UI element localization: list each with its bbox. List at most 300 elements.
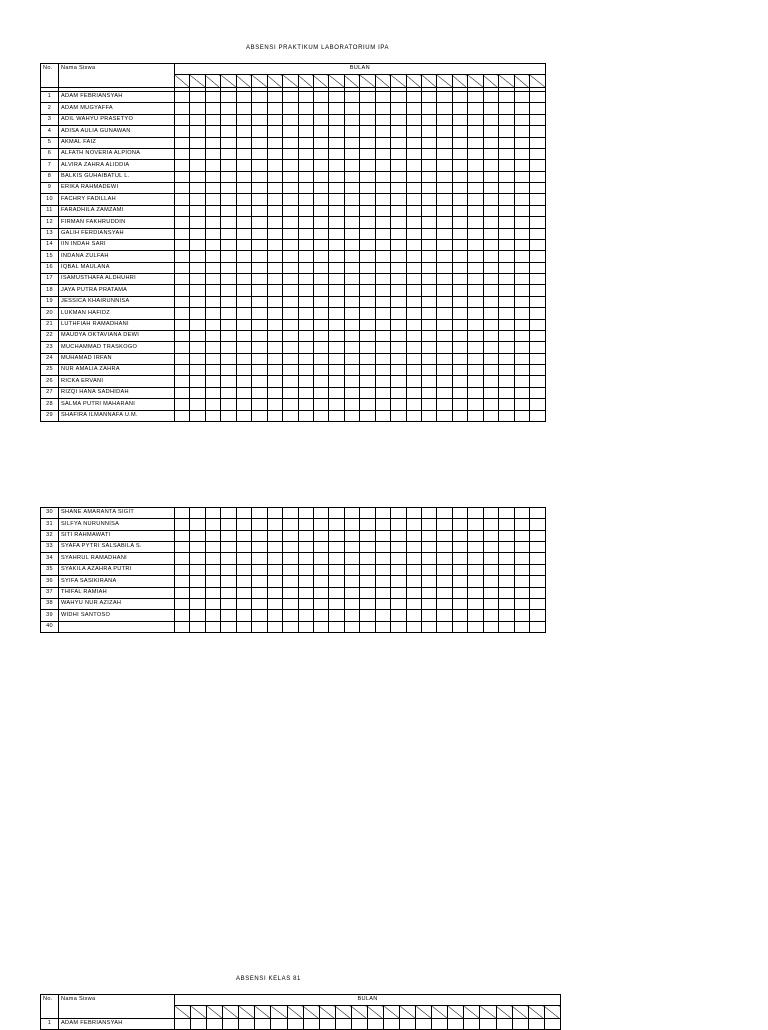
attendance-cell[interactable]: [360, 171, 375, 182]
attendance-cell[interactable]: [499, 137, 514, 148]
attendance-cell[interactable]: [267, 621, 282, 632]
attendance-cell[interactable]: [530, 387, 546, 398]
attendance-cell[interactable]: [391, 598, 406, 609]
attendance-cell[interactable]: [175, 610, 190, 621]
attendance-cell[interactable]: [298, 587, 313, 598]
attendance-cell[interactable]: [344, 194, 359, 205]
attendance-cell[interactable]: [483, 399, 498, 410]
attendance-cell[interactable]: [391, 530, 406, 541]
attendance-cell[interactable]: [375, 508, 390, 519]
attendance-cell[interactable]: [175, 319, 190, 330]
attendance-cell[interactable]: [313, 353, 328, 364]
attendance-cell[interactable]: [267, 519, 282, 530]
attendance-cell[interactable]: [344, 217, 359, 228]
attendance-cell[interactable]: [422, 610, 437, 621]
attendance-cell[interactable]: [344, 274, 359, 285]
attendance-cell[interactable]: [391, 387, 406, 398]
attendance-cell[interactable]: [313, 160, 328, 171]
attendance-cell[interactable]: [514, 342, 529, 353]
attendance-cell[interactable]: [468, 410, 483, 421]
attendance-cell[interactable]: [283, 308, 298, 319]
attendance-cell[interactable]: [360, 239, 375, 250]
attendance-cell[interactable]: [468, 285, 483, 296]
attendance-cell[interactable]: [406, 330, 421, 341]
attendance-cell[interactable]: [313, 508, 328, 519]
attendance-cell[interactable]: [344, 171, 359, 182]
attendance-cell[interactable]: [468, 160, 483, 171]
attendance-cell[interactable]: [483, 160, 498, 171]
attendance-cell[interactable]: [514, 217, 529, 228]
attendance-cell[interactable]: [360, 103, 375, 114]
attendance-cell[interactable]: [236, 183, 251, 194]
attendance-cell[interactable]: [283, 610, 298, 621]
attendance-cell[interactable]: [468, 621, 483, 632]
attendance-cell[interactable]: [190, 308, 205, 319]
attendance-cell[interactable]: [175, 137, 190, 148]
attendance-cell[interactable]: [422, 228, 437, 239]
attendance-cell[interactable]: [205, 621, 220, 632]
attendance-cell[interactable]: [437, 587, 452, 598]
attendance-cell[interactable]: [267, 148, 282, 159]
attendance-cell[interactable]: [514, 171, 529, 182]
attendance-cell[interactable]: [191, 1019, 207, 1030]
attendance-cell[interactable]: [344, 542, 359, 553]
attendance-cell[interactable]: [175, 387, 190, 398]
attendance-cell[interactable]: [236, 126, 251, 137]
attendance-cell[interactable]: [283, 296, 298, 307]
attendance-cell[interactable]: [205, 508, 220, 519]
attendance-cell[interactable]: [437, 564, 452, 575]
attendance-cell[interactable]: [375, 542, 390, 553]
attendance-cell[interactable]: [514, 319, 529, 330]
attendance-cell[interactable]: [267, 564, 282, 575]
attendance-cell[interactable]: [236, 621, 251, 632]
attendance-cell[interactable]: [205, 399, 220, 410]
attendance-cell[interactable]: [514, 274, 529, 285]
date-slot[interactable]: [367, 1006, 383, 1019]
attendance-cell[interactable]: [175, 148, 190, 159]
date-slot[interactable]: [375, 75, 390, 88]
date-slot[interactable]: [283, 75, 298, 88]
attendance-cell[interactable]: [190, 508, 205, 519]
attendance-cell[interactable]: [298, 399, 313, 410]
attendance-cell[interactable]: [468, 92, 483, 103]
attendance-cell[interactable]: [298, 508, 313, 519]
attendance-cell[interactable]: [375, 576, 390, 587]
attendance-cell[interactable]: [375, 160, 390, 171]
attendance-cell[interactable]: [205, 410, 220, 421]
attendance-cell[interactable]: [514, 598, 529, 609]
attendance-cell[interactable]: [190, 564, 205, 575]
attendance-cell[interactable]: [391, 319, 406, 330]
attendance-cell[interactable]: [329, 114, 344, 125]
attendance-cell[interactable]: [360, 148, 375, 159]
attendance-cell[interactable]: [267, 330, 282, 341]
attendance-cell[interactable]: [255, 1019, 271, 1030]
attendance-cell[interactable]: [205, 587, 220, 598]
attendance-cell[interactable]: [499, 410, 514, 421]
attendance-cell[interactable]: [175, 621, 190, 632]
attendance-cell[interactable]: [205, 103, 220, 114]
attendance-cell[interactable]: [298, 308, 313, 319]
attendance-cell[interactable]: [298, 330, 313, 341]
attendance-cell[interactable]: [499, 319, 514, 330]
attendance-cell[interactable]: [544, 1019, 560, 1030]
attendance-cell[interactable]: [221, 410, 236, 421]
date-slot[interactable]: [464, 1006, 480, 1019]
attendance-cell[interactable]: [329, 160, 344, 171]
attendance-cell[interactable]: [298, 262, 313, 273]
attendance-cell[interactable]: [329, 217, 344, 228]
attendance-cell[interactable]: [267, 598, 282, 609]
attendance-cell[interactable]: [528, 1019, 544, 1030]
date-slot[interactable]: [205, 75, 220, 88]
attendance-cell[interactable]: [468, 308, 483, 319]
attendance-cell[interactable]: [437, 330, 452, 341]
attendance-cell[interactable]: [452, 342, 467, 353]
attendance-cell[interactable]: [190, 103, 205, 114]
date-slot[interactable]: [329, 75, 344, 88]
attendance-cell[interactable]: [391, 621, 406, 632]
attendance-cell[interactable]: [221, 160, 236, 171]
date-slot[interactable]: [499, 75, 514, 88]
attendance-cell[interactable]: [298, 217, 313, 228]
attendance-cell[interactable]: [252, 137, 267, 148]
attendance-cell[interactable]: [468, 205, 483, 216]
attendance-cell[interactable]: [437, 553, 452, 564]
attendance-cell[interactable]: [190, 410, 205, 421]
attendance-cell[interactable]: [175, 228, 190, 239]
attendance-cell[interactable]: [452, 308, 467, 319]
attendance-cell[interactable]: [175, 126, 190, 137]
attendance-cell[interactable]: [468, 365, 483, 376]
attendance-cell[interactable]: [221, 576, 236, 587]
attendance-cell[interactable]: [437, 148, 452, 159]
attendance-cell[interactable]: [375, 342, 390, 353]
attendance-cell[interactable]: [221, 387, 236, 398]
attendance-cell[interactable]: [190, 217, 205, 228]
attendance-cell[interactable]: [406, 239, 421, 250]
attendance-cell[interactable]: [236, 228, 251, 239]
attendance-cell[interactable]: [530, 308, 546, 319]
attendance-cell[interactable]: [483, 103, 498, 114]
attendance-cell[interactable]: [530, 126, 546, 137]
attendance-cell[interactable]: [468, 530, 483, 541]
attendance-cell[interactable]: [344, 285, 359, 296]
attendance-cell[interactable]: [375, 114, 390, 125]
attendance-cell[interactable]: [375, 376, 390, 387]
attendance-cell[interactable]: [252, 228, 267, 239]
attendance-cell[interactable]: [499, 126, 514, 137]
attendance-cell[interactable]: [375, 103, 390, 114]
attendance-cell[interactable]: [375, 92, 390, 103]
attendance-cell[interactable]: [252, 103, 267, 114]
attendance-cell[interactable]: [190, 92, 205, 103]
attendance-cell[interactable]: [422, 353, 437, 364]
attendance-cell[interactable]: [267, 587, 282, 598]
attendance-cell[interactable]: [329, 148, 344, 159]
attendance-cell[interactable]: [267, 194, 282, 205]
attendance-cell[interactable]: [360, 410, 375, 421]
attendance-cell[interactable]: [437, 542, 452, 553]
attendance-cell[interactable]: [530, 376, 546, 387]
attendance-cell[interactable]: [391, 148, 406, 159]
attendance-cell[interactable]: [468, 519, 483, 530]
attendance-cell[interactable]: [236, 319, 251, 330]
attendance-cell[interactable]: [283, 553, 298, 564]
attendance-cell[interactable]: [375, 148, 390, 159]
attendance-cell[interactable]: [298, 103, 313, 114]
attendance-cell[interactable]: [175, 399, 190, 410]
attendance-cell[interactable]: [283, 564, 298, 575]
attendance-cell[interactable]: [483, 621, 498, 632]
attendance-cell[interactable]: [406, 296, 421, 307]
attendance-cell[interactable]: [391, 410, 406, 421]
attendance-cell[interactable]: [530, 330, 546, 341]
attendance-cell[interactable]: [190, 137, 205, 148]
attendance-cell[interactable]: [190, 274, 205, 285]
attendance-cell[interactable]: [406, 376, 421, 387]
attendance-cell[interactable]: [344, 239, 359, 250]
attendance-cell[interactable]: [514, 285, 529, 296]
attendance-cell[interactable]: [175, 103, 190, 114]
attendance-cell[interactable]: [344, 183, 359, 194]
attendance-cell[interactable]: [205, 365, 220, 376]
attendance-cell[interactable]: [190, 365, 205, 376]
attendance-cell[interactable]: [452, 148, 467, 159]
attendance-cell[interactable]: [360, 399, 375, 410]
attendance-cell[interactable]: [221, 508, 236, 519]
attendance-cell[interactable]: [267, 365, 282, 376]
attendance-cell[interactable]: [499, 160, 514, 171]
date-slot[interactable]: [480, 1006, 496, 1019]
attendance-cell[interactable]: [514, 387, 529, 398]
attendance-cell[interactable]: [422, 387, 437, 398]
attendance-cell[interactable]: [499, 330, 514, 341]
attendance-cell[interactable]: [483, 308, 498, 319]
attendance-cell[interactable]: [499, 239, 514, 250]
attendance-cell[interactable]: [205, 530, 220, 541]
attendance-cell[interactable]: [267, 274, 282, 285]
attendance-cell[interactable]: [514, 553, 529, 564]
attendance-cell[interactable]: [530, 228, 546, 239]
attendance-cell[interactable]: [313, 285, 328, 296]
attendance-cell[interactable]: [313, 387, 328, 398]
attendance-cell[interactable]: [236, 137, 251, 148]
attendance-cell[interactable]: [483, 365, 498, 376]
attendance-cell[interactable]: [298, 274, 313, 285]
attendance-cell[interactable]: [406, 598, 421, 609]
attendance-cell[interactable]: [221, 194, 236, 205]
attendance-cell[interactable]: [375, 564, 390, 575]
attendance-cell[interactable]: [239, 1019, 255, 1030]
attendance-cell[interactable]: [499, 621, 514, 632]
attendance-cell[interactable]: [452, 365, 467, 376]
attendance-cell[interactable]: [298, 171, 313, 182]
attendance-cell[interactable]: [175, 330, 190, 341]
attendance-cell[interactable]: [452, 239, 467, 250]
date-slot[interactable]: [271, 1006, 287, 1019]
attendance-cell[interactable]: [252, 239, 267, 250]
attendance-cell[interactable]: [422, 183, 437, 194]
attendance-cell[interactable]: [205, 376, 220, 387]
attendance-cell[interactable]: [468, 194, 483, 205]
attendance-cell[interactable]: [313, 126, 328, 137]
attendance-cell[interactable]: [252, 308, 267, 319]
attendance-cell[interactable]: [190, 353, 205, 364]
attendance-cell[interactable]: [452, 114, 467, 125]
attendance-cell[interactable]: [360, 137, 375, 148]
attendance-cell[interactable]: [221, 376, 236, 387]
attendance-cell[interactable]: [271, 1019, 287, 1030]
attendance-cell[interactable]: [205, 342, 220, 353]
attendance-cell[interactable]: [391, 137, 406, 148]
attendance-cell[interactable]: [437, 353, 452, 364]
attendance-cell[interactable]: [452, 251, 467, 262]
attendance-cell[interactable]: [298, 610, 313, 621]
attendance-cell[interactable]: [360, 274, 375, 285]
attendance-cell[interactable]: [252, 251, 267, 262]
attendance-cell[interactable]: [360, 530, 375, 541]
attendance-cell[interactable]: [205, 239, 220, 250]
attendance-cell[interactable]: [530, 171, 546, 182]
attendance-cell[interactable]: [448, 1019, 464, 1030]
attendance-cell[interactable]: [283, 160, 298, 171]
attendance-cell[interactable]: [483, 274, 498, 285]
attendance-cell[interactable]: [236, 114, 251, 125]
attendance-cell[interactable]: [267, 530, 282, 541]
date-slot[interactable]: [175, 75, 190, 88]
attendance-cell[interactable]: [298, 576, 313, 587]
date-slot[interactable]: [303, 1006, 319, 1019]
date-slot[interactable]: [190, 75, 205, 88]
attendance-cell[interactable]: [175, 410, 190, 421]
attendance-cell[interactable]: [175, 376, 190, 387]
attendance-cell[interactable]: [329, 610, 344, 621]
attendance-cell[interactable]: [313, 610, 328, 621]
attendance-cell[interactable]: [221, 262, 236, 273]
attendance-cell[interactable]: [205, 353, 220, 364]
attendance-cell[interactable]: [298, 564, 313, 575]
attendance-cell[interactable]: [236, 508, 251, 519]
attendance-cell[interactable]: [252, 183, 267, 194]
attendance-cell[interactable]: [329, 319, 344, 330]
attendance-cell[interactable]: [499, 148, 514, 159]
attendance-cell[interactable]: [283, 519, 298, 530]
attendance-cell[interactable]: [437, 251, 452, 262]
attendance-cell[interactable]: [283, 387, 298, 398]
attendance-cell[interactable]: [329, 228, 344, 239]
attendance-cell[interactable]: [452, 542, 467, 553]
attendance-cell[interactable]: [236, 365, 251, 376]
attendance-cell[interactable]: [190, 126, 205, 137]
attendance-cell[interactable]: [483, 410, 498, 421]
attendance-cell[interactable]: [205, 319, 220, 330]
attendance-cell[interactable]: [205, 262, 220, 273]
attendance-cell[interactable]: [313, 598, 328, 609]
attendance-cell[interactable]: [329, 126, 344, 137]
attendance-cell[interactable]: [252, 319, 267, 330]
attendance-cell[interactable]: [406, 114, 421, 125]
attendance-cell[interactable]: [437, 274, 452, 285]
attendance-cell[interactable]: [252, 285, 267, 296]
attendance-cell[interactable]: [483, 576, 498, 587]
attendance-cell[interactable]: [360, 296, 375, 307]
attendance-cell[interactable]: [391, 399, 406, 410]
date-slot[interactable]: [422, 75, 437, 88]
attendance-cell[interactable]: [221, 621, 236, 632]
attendance-cell[interactable]: [360, 553, 375, 564]
attendance-cell[interactable]: [252, 194, 267, 205]
date-slot[interactable]: [313, 75, 328, 88]
attendance-cell[interactable]: [190, 239, 205, 250]
attendance-cell[interactable]: [437, 342, 452, 353]
attendance-cell[interactable]: [175, 553, 190, 564]
attendance-cell[interactable]: [329, 330, 344, 341]
attendance-cell[interactable]: [422, 376, 437, 387]
attendance-cell[interactable]: [452, 171, 467, 182]
attendance-cell[interactable]: [360, 587, 375, 598]
attendance-cell[interactable]: [437, 114, 452, 125]
attendance-cell[interactable]: [437, 217, 452, 228]
attendance-cell[interactable]: [329, 137, 344, 148]
attendance-cell[interactable]: [422, 598, 437, 609]
attendance-cell[interactable]: [360, 508, 375, 519]
attendance-cell[interactable]: [252, 564, 267, 575]
attendance-cell[interactable]: [514, 365, 529, 376]
attendance-cell[interactable]: [344, 621, 359, 632]
attendance-cell[interactable]: [483, 251, 498, 262]
attendance-cell[interactable]: [437, 576, 452, 587]
attendance-cell[interactable]: [514, 376, 529, 387]
attendance-cell[interactable]: [499, 365, 514, 376]
attendance-cell[interactable]: [530, 576, 545, 587]
attendance-cell[interactable]: [360, 262, 375, 273]
attendance-cell[interactable]: [175, 530, 190, 541]
attendance-cell[interactable]: [422, 137, 437, 148]
attendance-cell[interactable]: [252, 576, 267, 587]
attendance-cell[interactable]: [236, 239, 251, 250]
attendance-cell[interactable]: [313, 137, 328, 148]
attendance-cell[interactable]: [514, 239, 529, 250]
attendance-cell[interactable]: [236, 217, 251, 228]
attendance-cell[interactable]: [205, 160, 220, 171]
attendance-cell[interactable]: [360, 598, 375, 609]
date-slot[interactable]: [448, 1006, 464, 1019]
attendance-cell[interactable]: [190, 285, 205, 296]
attendance-cell[interactable]: [422, 205, 437, 216]
attendance-cell[interactable]: [344, 610, 359, 621]
attendance-cell[interactable]: [221, 183, 236, 194]
attendance-cell[interactable]: [483, 285, 498, 296]
attendance-cell[interactable]: [452, 228, 467, 239]
attendance-cell[interactable]: [283, 576, 298, 587]
attendance-cell[interactable]: [313, 308, 328, 319]
attendance-cell[interactable]: [514, 308, 529, 319]
attendance-cell[interactable]: [344, 251, 359, 262]
date-slot[interactable]: [360, 75, 375, 88]
attendance-cell[interactable]: [298, 519, 313, 530]
attendance-cell[interactable]: [514, 399, 529, 410]
attendance-cell[interactable]: [437, 508, 452, 519]
attendance-cell[interactable]: [468, 319, 483, 330]
attendance-cell[interactable]: [313, 92, 328, 103]
attendance-cell[interactable]: [344, 598, 359, 609]
attendance-cell[interactable]: [236, 399, 251, 410]
attendance-cell[interactable]: [267, 114, 282, 125]
attendance-cell[interactable]: [437, 262, 452, 273]
attendance-cell[interactable]: [205, 542, 220, 553]
